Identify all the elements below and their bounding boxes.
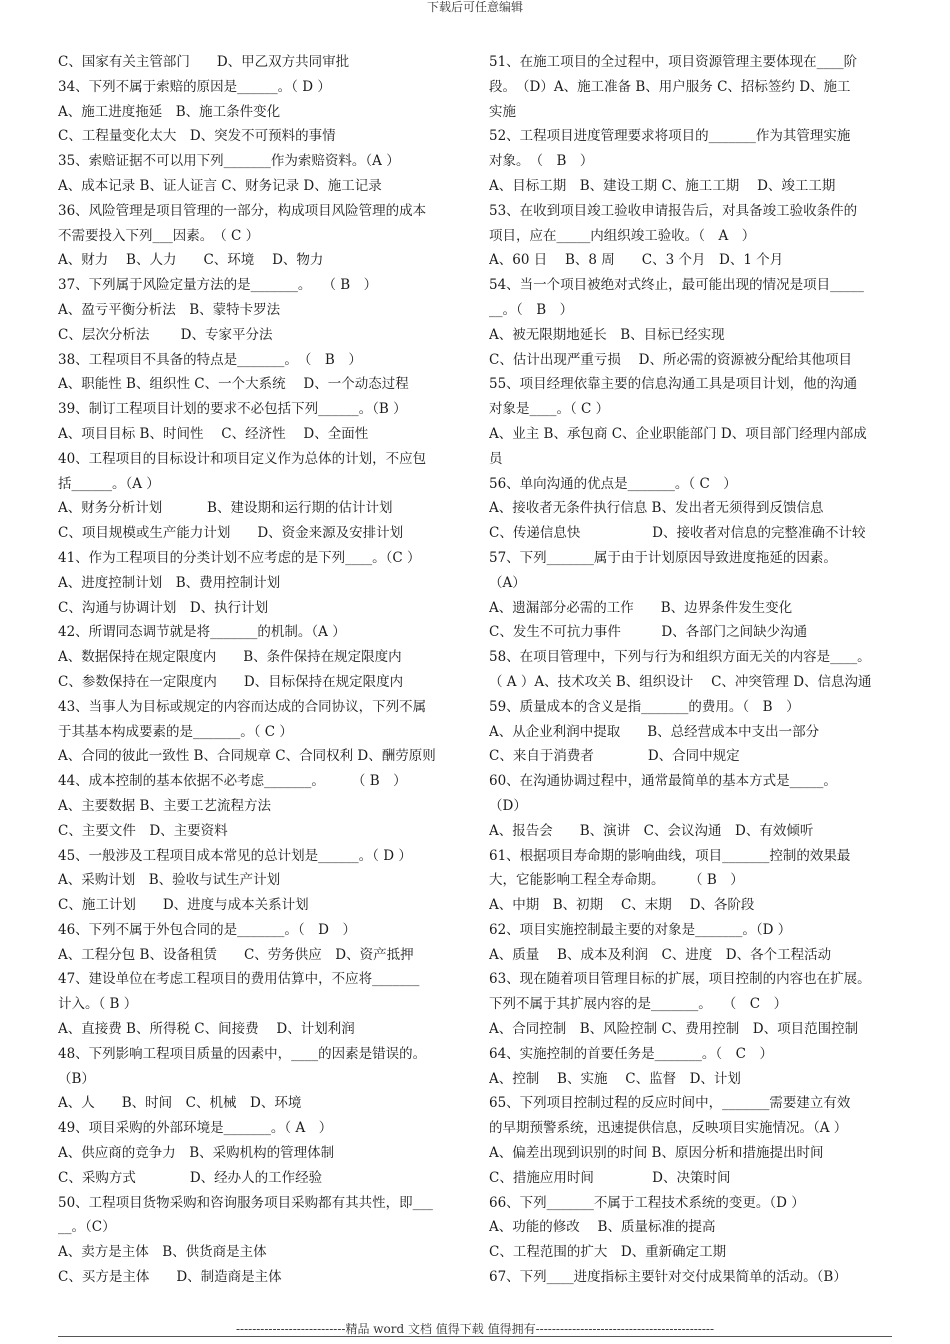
left-column-line: 36、风险管理是项目管理的一部分，构成项目风险管理的成本 <box>58 202 427 219</box>
right-column-line: 55、项目经理依靠主要的信息沟通工具是项目计划，他的沟通 <box>489 376 858 393</box>
left-column-line: A、直接费 B、所得税 C、间接费 D、计划利润 <box>58 1021 355 1038</box>
left-column-line: C、采购方式 D、经办人的工作经验 <box>58 1169 323 1186</box>
left-column-line: A、施工进度拖延 B、施工条件变化 <box>58 103 281 120</box>
right-column-line: （ A ）A、技术攻关 B、组织设计 C、冲突管理 D、信息沟通 <box>489 673 872 690</box>
left-column-line: A、主要数据 B、主要工艺流程方法 <box>58 797 271 814</box>
left-column-line: __。（C） <box>58 1219 116 1236</box>
right-column-line: A、接收者无条件执行信息 B、发出者无须得到反馈信息 <box>489 500 824 517</box>
left-column-line: A、数据保持在规定限度内 B、条件保持在规定限度内 <box>58 649 402 666</box>
left-column-line: 47、建设单位在考虑工程项目的费用估算中，不应将_______ <box>58 971 420 988</box>
right-column-line: A、功能的修改 B、质量标准的提高 <box>489 1219 716 1236</box>
left-column-line: C、国家有关主管部门 D、甲乙双方共同审批 <box>58 54 350 70</box>
right-column-line: A、报告会 B、演讲 C、会议沟通 D、有效倾听 <box>489 822 814 839</box>
right-column-line: 对象是____。（ C ） <box>489 401 610 418</box>
right-column-line: 大，它能影响工程全寿命期。 （ B ） <box>489 872 744 889</box>
page-header: 下载后可任意编辑 <box>426 0 523 14</box>
right-column-line: 项目，应在_____内组织竣工验收。（ A ） <box>489 227 756 244</box>
right-column-line: 对象。 （ B ） <box>489 153 594 170</box>
right-column-line: 员 <box>489 450 503 467</box>
right-column-line: 段。 （D）A、施工准备 B、用户服务 C、招标签约 D、施工 <box>489 78 851 95</box>
left-column-line: 38、工程项目不具备的特点是_______。 （ B ） <box>58 351 362 368</box>
right-column-line: 51、在施工项目的全过程中，项目资源管理主要体现在____阶 <box>489 54 858 70</box>
left-column-line: C、项目规模或生产能力计划 D、资金来源及安排计划 <box>58 525 404 542</box>
left-column-line: A、卖方是主体 B、供货商是主体 <box>58 1244 267 1261</box>
left-column-line: A、财力 B、人力 C、环境 D、物力 <box>58 252 324 269</box>
left-column-line: 不需要投入下列___因素。 （ C ） <box>58 227 260 244</box>
left-column-line: 43、当事人为目标或规定的内容而达成的合同协议，下列不属 <box>58 698 427 715</box>
right-column-line: 58、在项目管理中，下列与行为和组织方面无关的内容是____。 <box>489 649 871 666</box>
right-column-line: A、被无限期地延长 B、目标已经实现 <box>489 326 725 343</box>
left-column-line: 35、索赔证据不可以用下列_______作为索赔资料。（A ） <box>58 153 400 170</box>
right-column-line: A、业主 B、承包商 C、企业职能部门 D、项目部门经理内部成 <box>489 425 867 442</box>
page-footer: ---------------------------精品 word 文档 值得下载 值得拥有-------------------------------------------- <box>235 1322 715 1336</box>
left-column-line: A、成本记录 B、证人证言 C、财务记录 D、施工记录 <box>58 177 382 194</box>
right-column-line: 66、下列_______不属于工程技术系统的变更。（D ） <box>489 1194 805 1211</box>
left-column-line: A、工程分包 B、设备租赁 C、劳务供应 D、资产抵押 <box>58 946 414 963</box>
left-column-line: 45、一般涉及工程项目成本常见的总计划是______。（ D ） <box>58 847 412 864</box>
right-column-line: 67、下列____进度指标主要针对交付成果简单的活动。（B） <box>489 1269 847 1286</box>
right-column-line: C、发生不可抗力事件 D、各部门之间缺少沟通 <box>489 624 808 641</box>
right-column-line: （A） <box>489 574 526 591</box>
right-column-line: 64、实施控制的首要任务是_______。（ C ） <box>489 1045 774 1062</box>
left-column-line: 37、下列属于风险定量方法的是_______。 （ B ） <box>58 277 378 294</box>
left-column-line: 于其基本构成要素的是_______。（ C ） <box>58 723 293 740</box>
right-column-line: 的早期预警系统，迅速提供信息，反映项目实施情况。（A ） <box>489 1120 848 1137</box>
right-column-line: 60、在沟通协调过程中，通常最简单的基本方式是_____。 <box>489 773 837 790</box>
left-column-line: 46、下列不属于外包合同的是_______。（ D ） <box>58 921 357 938</box>
left-column-line: C、沟通与协调计划 D、执行计划 <box>58 599 269 616</box>
right-column-line: 56、单向沟通的优点是_______。（ C ） <box>489 475 737 492</box>
left-column-line: 34、下列不属于索赔的原因是______。（ D ） <box>58 78 331 95</box>
left-column-line: C、主要文件 D、主要资料 <box>58 822 228 839</box>
right-column-line: 52、工程项目进度管理要求将项目的_______作为其管理实施 <box>489 128 851 145</box>
right-column-line: A、60 日 B、8 周 C、3 个月 D、1 个月 <box>489 252 784 269</box>
left-column-line: 40、工程项目的目标设计和项目定义作为总体的计划，不应包 <box>58 450 427 467</box>
right-column-line: A、目标工期 B、建设工期 C、施工工期 D、竣工工期 <box>489 177 836 194</box>
left-column <box>58 50 463 1290</box>
left-column-line: A、进度控制计划 B、费用控制计划 <box>58 574 281 591</box>
right-column-line: 61、根据项目寿命期的影响曲线，项目_______控制的效果最 <box>489 847 851 864</box>
left-column-line: （B） <box>58 1070 95 1087</box>
right-column-line: C、工程范围的扩大 D、重新确定工期 <box>489 1244 727 1261</box>
left-column-line: 41、作为工程项目的分类计划不应考虑的是下列____。（C ） <box>58 549 421 566</box>
left-column-line: C、层次分析法 D、专家平分法 <box>58 326 273 343</box>
left-column-line: A、职能性 B、组织性 C、一个大系统 D、一个动态过程 <box>58 376 409 393</box>
left-column-line: A、供应商的竞争力 B、采购机构的管理体制 <box>58 1145 335 1162</box>
right-column-line: 65、下列项目控制过程的反应时间中，_______需要建立有效 <box>489 1095 851 1112</box>
right-column-line: 63、现在随着项目管理目标的扩展，项目控制的内容也在扩展。 <box>489 971 871 988</box>
left-column-line: C、工程量变化太大 D、突发不可预料的事情 <box>58 128 336 145</box>
right-column-line: A、偏差出现到识别的时间 B、原因分析和措施提出时间 <box>489 1145 824 1162</box>
left-column-line: 计入。（ B ） <box>58 996 138 1013</box>
right-column-line: A、控制 B、实施 C、监督 D、计划 <box>489 1070 741 1087</box>
right-column <box>489 50 896 1290</box>
left-column-line: 括______。（A ） <box>58 475 160 492</box>
left-column-line: 44、成本控制的基本依据不必考虑_______。 （ B ） <box>58 773 407 790</box>
right-column-line: C、传递信息快 D、接收者对信息的完整准确不计较 <box>489 525 866 542</box>
right-column-line: C、措施应用时间 D、决策时间 <box>489 1169 731 1186</box>
right-column-line: A、从企业利润中提取 B、总经营成本中支出一部分 <box>489 723 820 740</box>
left-column-line: A、盈亏平衡分析法 B、蒙特卡罗法 <box>58 301 281 318</box>
right-column-line: __。（ B ） <box>489 301 574 318</box>
right-column-line: 实施 <box>489 103 516 120</box>
right-column-line: C、来自于消费者 D、合同中规定 <box>489 748 740 765</box>
left-column-line: 50、工程项目货物采购和咨询服务项目采购都有其共性，即___ <box>58 1194 433 1211</box>
left-column-line: C、参数保持在一定限度内 D、目标保持在规定限度内 <box>58 673 404 690</box>
left-column-line: A、财务分析计划 B、建设期和运行期的估计计划 <box>58 500 393 517</box>
left-column-line: A、项目目标 B、时间性 C、经济性 D、全面性 <box>58 425 369 442</box>
right-column-line: 下列不属于其扩展内容的是_______。 （ C ） <box>489 996 788 1013</box>
left-column-line: C、施工计划 D、进度与成本关系计划 <box>58 897 309 914</box>
right-column-line: 54、当一个项目被绝对式终止，最可能出现的情况是项目_____ <box>489 277 864 294</box>
right-column-line: 62、项目实施控制最主要的对象是_______。（D ） <box>489 921 792 938</box>
footer-divider <box>58 1336 892 1337</box>
left-column-line: A、采购计划 B、验收与试生产计划 <box>58 872 281 889</box>
right-column-line: 59、质量成本的含义是指_______的费用。（ B ） <box>489 698 800 715</box>
right-column-line: A、质量 B、成本及利润 C、进度 D、各个工程活动 <box>489 946 832 963</box>
left-column-line: 42、所谓同态调节就是将_______的机制。（A ） <box>58 624 346 641</box>
right-column-line: A、中期 B、初期 C、末期 D、各阶段 <box>489 897 755 914</box>
left-column-line: 49、项目采购的外部环境是_______。（ A ） <box>58 1120 333 1137</box>
right-column-line: （D） <box>489 797 527 814</box>
right-column-line: 53、在收到项目竣工验收申请报告后，对具备竣工验收条件的 <box>489 202 858 219</box>
right-column-line: C、估计出现严重亏损 D、所必需的资源被分配给其他项目 <box>489 351 852 368</box>
left-column-line: A、合同的彼此一致性 B、合同规章 C、合同权利 D、酬劳原则 <box>58 748 436 765</box>
right-column-line: 57、下列_______属于由于计划原因导致进度拖延的因素。 <box>489 549 837 566</box>
left-column-line: A、人 B、时间 C、机械 D、环境 <box>58 1095 302 1112</box>
right-column-line: A、合同控制 B、风险控制 C、费用控制 D、项目范围控制 <box>489 1021 859 1038</box>
left-column-line: C、买方是主体 D、制造商是主体 <box>58 1269 282 1286</box>
right-column-line: A、遗漏部分必需的工作 B、边界条件发生变化 <box>489 599 793 616</box>
left-column-line: 39、制订工程项目计划的要求不必包括下列______。（B ） <box>58 401 407 418</box>
left-column-line: 48、下列影响工程项目质量的因素中，____的因素是错误的。 <box>58 1045 427 1062</box>
